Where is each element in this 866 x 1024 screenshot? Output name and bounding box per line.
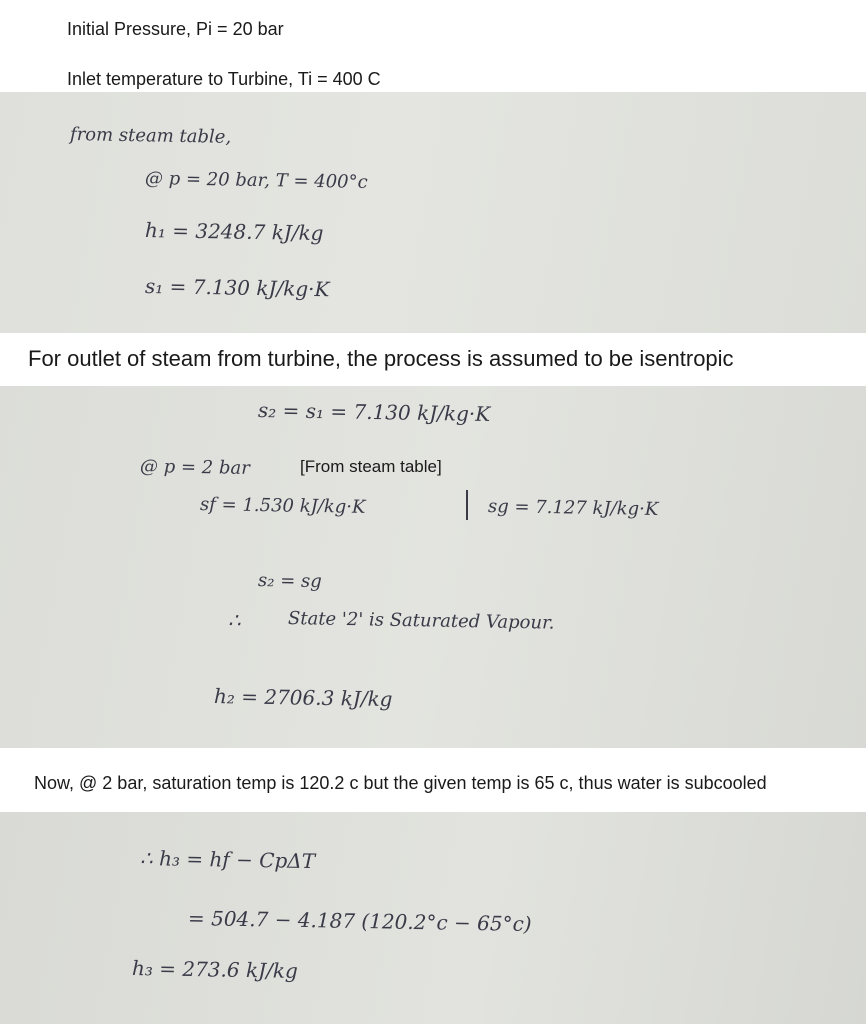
sg-text: sg = 7.127 kJ/kg·K xyxy=(487,496,659,520)
steam-table-note: [From steam table] xyxy=(300,457,442,476)
s2-equals-text: s₂ = s₁ = 7.130 kJ/kg·K xyxy=(257,398,491,427)
therefore-symbol: ∴ xyxy=(227,608,241,633)
from-steam-table-text: from steam table, xyxy=(69,124,232,148)
subcooled-statement-text: Now, @ 2 bar, saturation temp is 120.2 c but the given temp is 65 c, thus water is subcooled xyxy=(34,773,767,793)
state-2-text: State '2' is Saturated Vapour. xyxy=(287,608,555,634)
handwritten-note-1 xyxy=(0,92,866,333)
inlet-temperature-text: Inlet temperature to Turbine, Ti = 400 C xyxy=(67,69,381,89)
at-pressure-text: @ p = 2 bar xyxy=(139,456,250,479)
initial-pressure-text: Initial Pressure, Pi = 20 bar xyxy=(67,19,284,39)
h1-text: h₁ = 3248.7 kJ/kg xyxy=(144,218,324,246)
h3-result-text: h₃ = 273.6 kJ/kg xyxy=(131,956,298,983)
h3-formula-text: ∴ h₃ = hf − CpΔT xyxy=(139,846,316,874)
h2-text: h₂ = 2706.3 kJ/kg xyxy=(213,684,393,712)
condition-text: @ p = 20 bar, T = 400°c xyxy=(144,168,368,193)
handwritten-note-2 xyxy=(0,386,866,748)
handwritten-note-3 xyxy=(0,812,866,1024)
outlet-statement-text: For outlet of steam from turbine, the process is assumed to be isentropic xyxy=(28,346,734,371)
vertical-divider xyxy=(466,490,468,520)
s1-text: s₁ = 7.130 kJ/kg·K xyxy=(144,274,330,302)
sf-text: sf = 1.530 kJ/kg·K xyxy=(199,494,366,518)
s2-sg-text: s₂ = sg xyxy=(257,570,322,593)
substitution-text: = 504.7 − 4.187 (120.2°c − 65°c) xyxy=(187,906,532,936)
